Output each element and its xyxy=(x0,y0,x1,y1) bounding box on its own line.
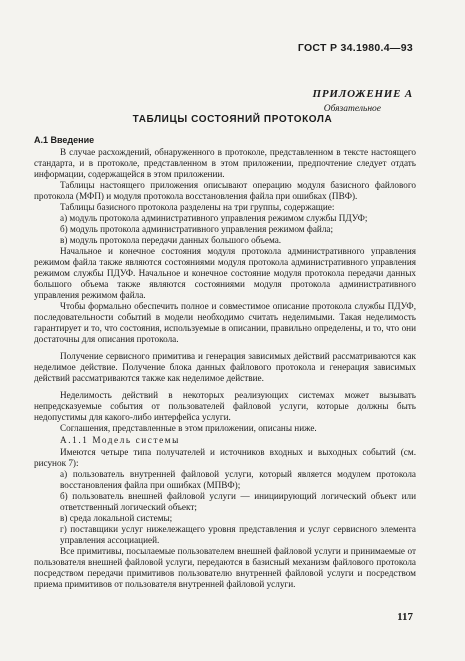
paragraph: Имеются четыре типа получателей и источников входных и выходных событий (см. рисунок 7): xyxy=(34,447,416,468)
paragraph: Таблицы базисного протокола разделены на три группы, содержащие: xyxy=(60,202,335,212)
paragraph: Начальное и конечное состояния модуля протокола административного управления режимом файла также являются состояниями модуля протокола административного управления режимом службы ПДУФ. Начальное и конечное состояние модуля протокола передачи данных большого объема также являются состояниями модуля протокола административного управления режимом файла. xyxy=(34,246,416,300)
paragraph: Таблицы настоящего приложения описывают операцию модуля базисного файлового протокола (МФП) и модуля протокола восстановления файла при ошибках (ПВФ). xyxy=(34,180,416,201)
subsection-heading: А.1.1 Модель системы xyxy=(60,435,180,445)
list-item: б) модуль протокола административного управления режимом файла; xyxy=(60,224,334,234)
paragraph: В случае расхождений, обнаруженного в протоколе, представленном в тексте настоящего стандарта, и в протоколе, представленном в этом приложении, предпочтение следует отдать информации, содержащейся в этом приложении. xyxy=(34,147,416,179)
annex-type: Обязательное xyxy=(323,104,381,114)
paragraph: Все примитивы, посылаемые пользователем внешней файловой услуги и принимаемые от пользователя внешней файловой услуги, передаются в базисный механизм файлового протокола посредством передачи примитивов пользователю внутренней файловой услуги и посредством приема примитивов от пользователя внутренней файловой услуги. xyxy=(34,546,416,589)
list-item: а) пользователь внутренней файловой услуги, который является модулем протокола восстановления файла при ошибках (МПВФ); xyxy=(60,469,416,490)
page-number: 117 xyxy=(397,611,413,623)
list-item: г) поставщики услуг нижележащего уровня представления и услуг сервисного элемента управления ассоциацией. xyxy=(60,524,416,545)
paragraph: Чтобы формально обеспечить полное и совместимое описание протокола службы ПДУФ, последовательности событий в модели необходимо считать неделимыми. Такая неделимость гарантирует и то, что состояния, используемые в описании, правильно определены, и то, что они достаточны для описания протокола. xyxy=(34,301,416,344)
standard-designation: ГОСТ Р 34.1980.4—93 xyxy=(297,42,413,54)
list-item: в) модуль протокола передачи данных большого объема. xyxy=(60,235,282,245)
body-text xyxy=(34,133,416,590)
paragraph: Неделимость действий в некоторых реализующих системах может вызывать непредсказуемые события от пользователей файловой услуги, которые должны быть недопустимы для какого-либо интерфейса услуги. xyxy=(34,390,416,422)
paragraph: Соглашения, представленные в этом приложении, описаны ниже. xyxy=(60,423,317,433)
annex-title: ПРИЛОЖЕНИЕ А xyxy=(312,88,413,100)
list-item: б) пользователь внешней файловой услуги — инициирующий логический объект или ответственный логический объект; xyxy=(60,491,416,512)
list-item: в) среда локальной системы; xyxy=(60,513,173,523)
list-item: а) модуль протокола административного управления режимом службы ПДУФ; xyxy=(60,213,368,223)
paragraph: Получение сервисного примитива и генерация зависимых действий рассматриваются как неделимое действие. Получение блока данных файлового протокола и генерация зависимых действий рассматриваются также как неделимое действие. xyxy=(34,351,416,383)
section-heading: А.1 Введение xyxy=(34,135,95,145)
page-title: ТАБЛИЦЫ СОСТОЯНИЙ ПРОТОКОЛА xyxy=(132,114,333,125)
